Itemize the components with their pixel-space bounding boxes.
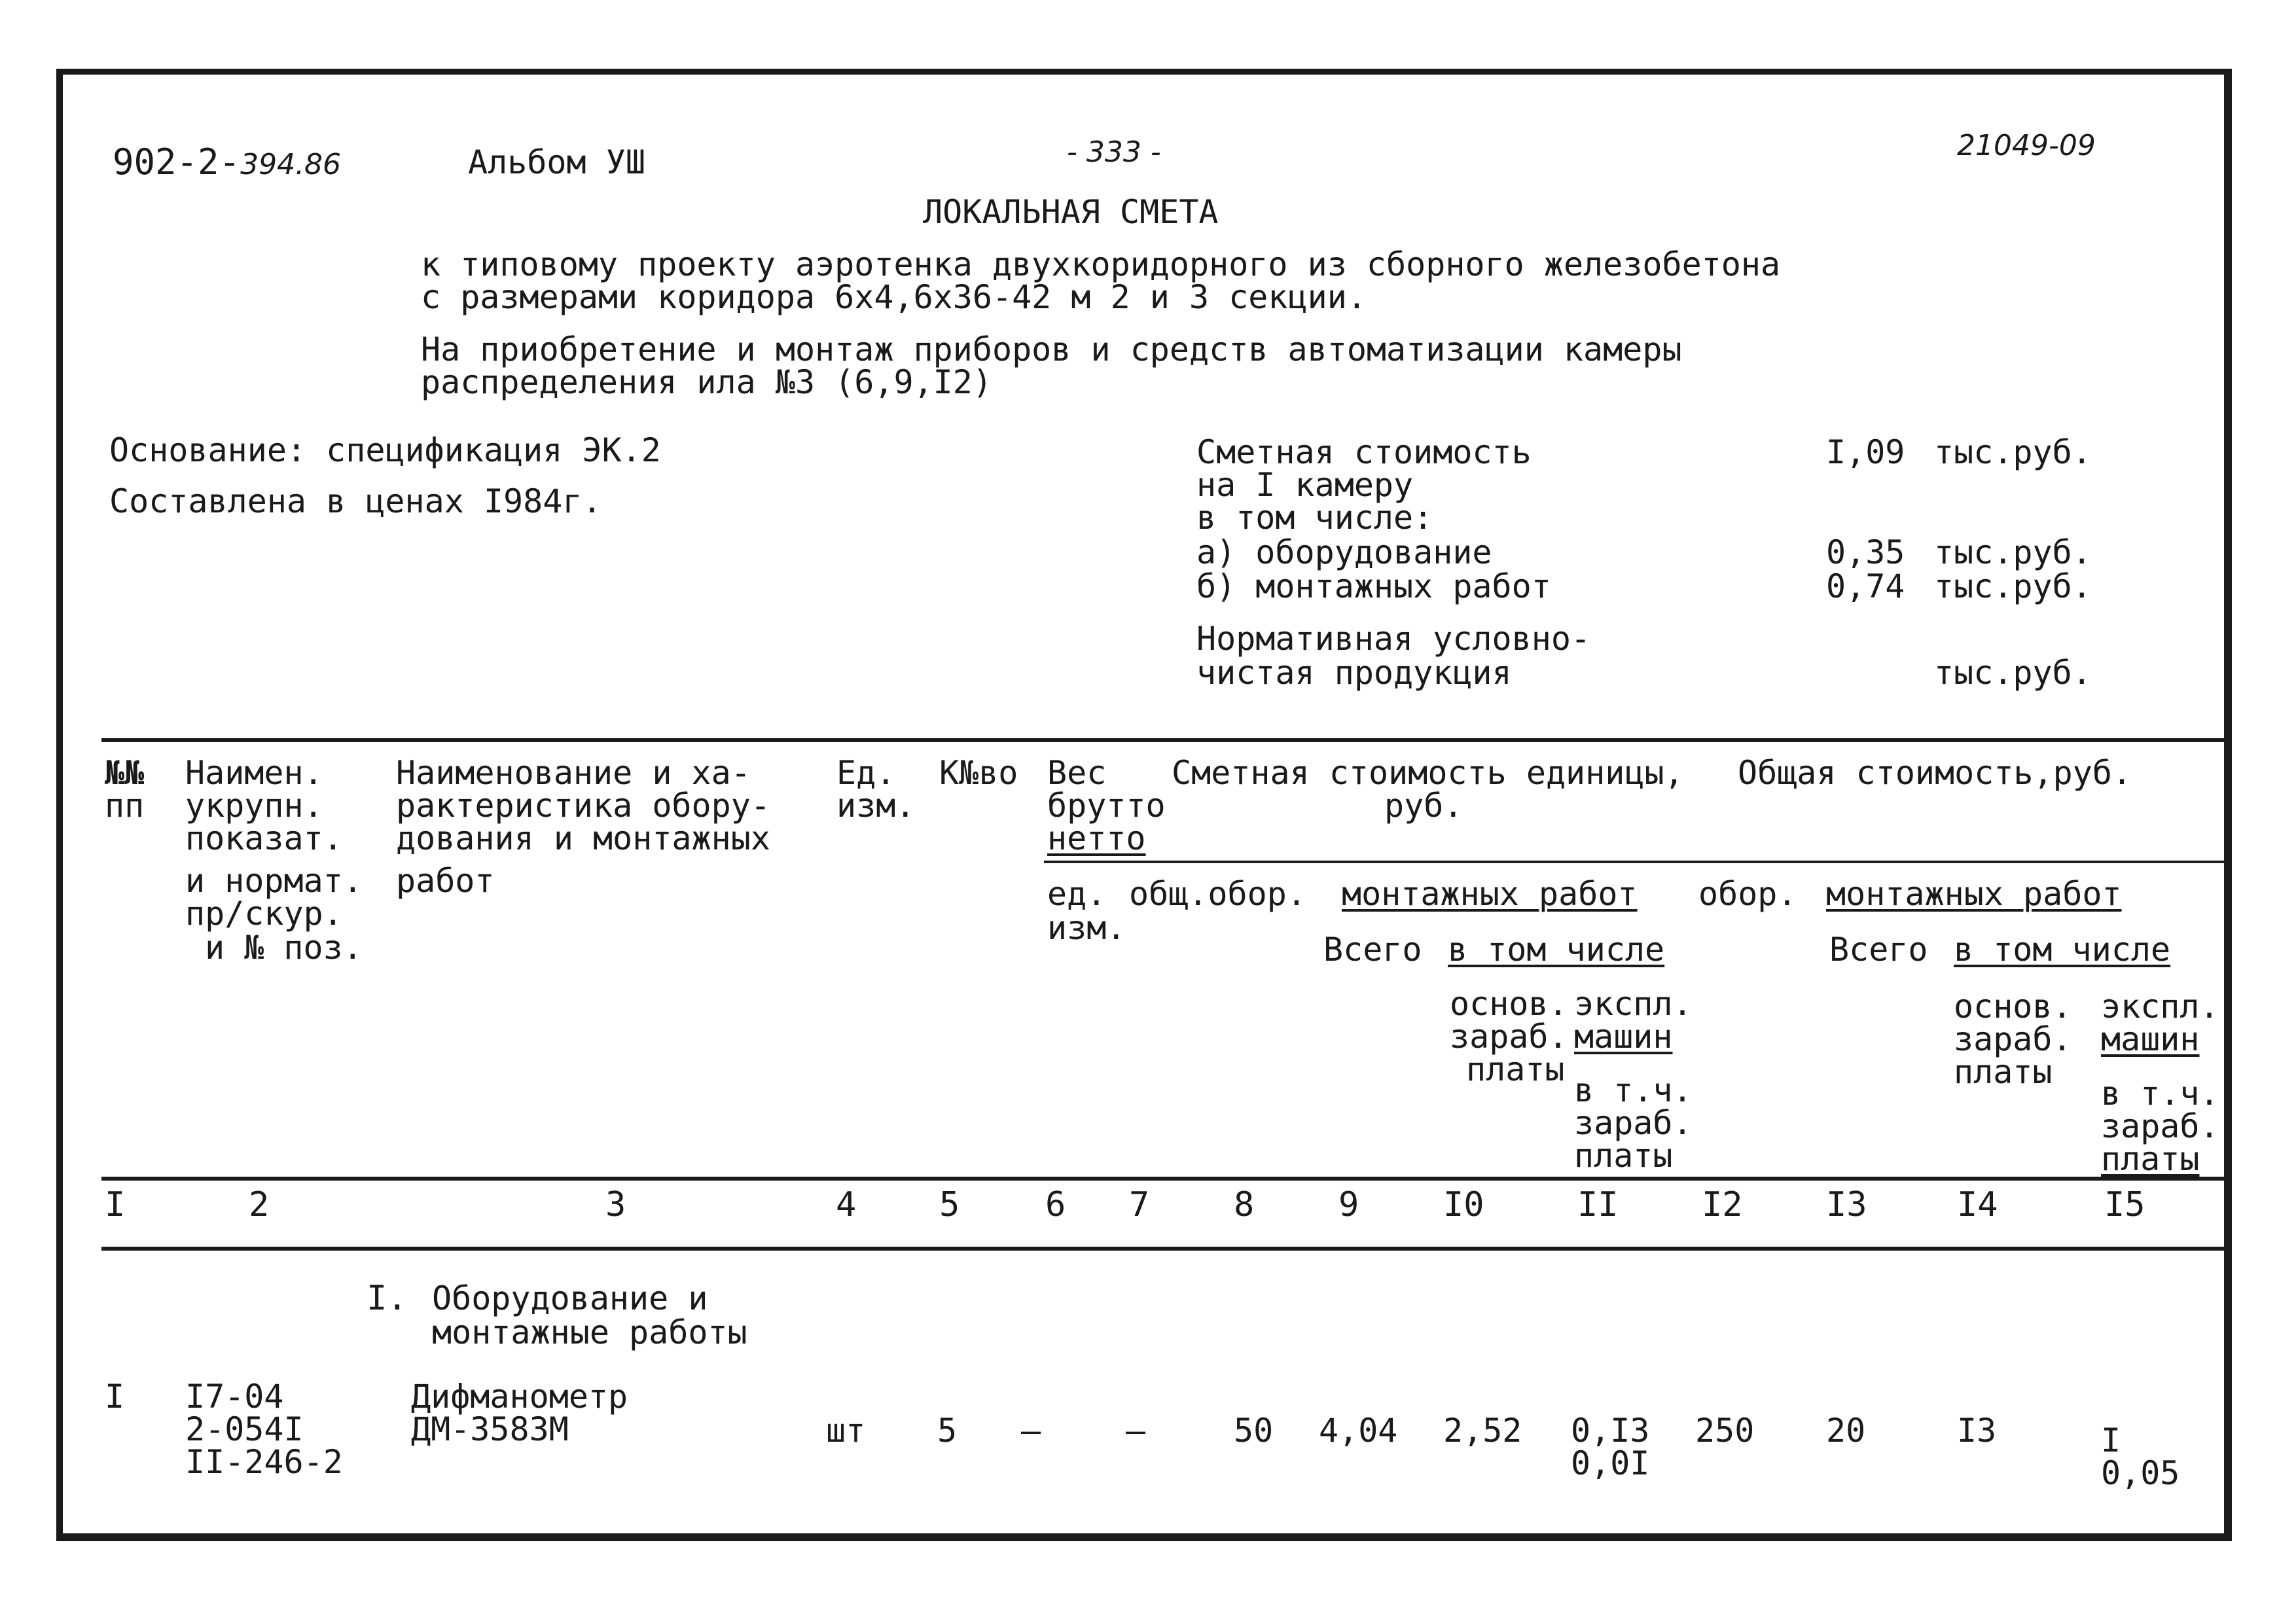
row-col13: 20 [1826,1412,1866,1450]
basis-line-1: Основание: спецификация ЭК.2 [109,431,661,469]
header-mashin: машин [1574,1018,1673,1056]
header-ed-izm-2: изм. [1047,909,1126,947]
header-bottom-rule [101,1177,2225,1181]
estimated-cost-unit: тыс.руб. [1934,433,2092,471]
equipment-label: а) оборудование [1196,533,1492,571]
installation-unit: тыс.руб. [1934,567,2092,605]
row-number: I [105,1378,125,1416]
header-col3-line1: Наименование и ха- [396,754,751,792]
header-col6-line2: брутто [1047,787,1166,825]
header-col2-line6: и № поз. [205,929,363,967]
row-col11-line1: 0,I3 [1571,1412,1650,1450]
header-vsego-2: Всего [1829,931,1928,969]
header-col4-line2: изм. [836,787,916,825]
header-col3-line4: работ [396,862,495,900]
header-group-rule [1044,861,2225,863]
section-number: I. [367,1279,408,1318]
normative-label-1: Нормативная условно- [1196,620,1591,658]
row-col12: 250 [1695,1412,1755,1450]
header-vsego: Всего [1323,931,1422,969]
estimated-cost-value: I,09 [1826,433,1905,471]
row-netto: – [1126,1412,1146,1450]
header-col6-line1: Вес [1047,754,1107,792]
row-code-line3: II-246-2 [185,1443,343,1481]
header-col2-line5: пр/скур. [185,895,343,933]
row-name-line1: Дифманометр [411,1378,628,1416]
header-v-tom-chisle-2: в том числе [1954,931,2171,969]
row-unit: шт [826,1412,866,1450]
row-code-line1: I7-04 [185,1378,284,1416]
row-col11-line2: 0,0I [1571,1444,1650,1482]
column-numbers-rule [101,1247,2225,1251]
header-vtch-1: в т.ч. [1574,1071,1693,1109]
installation-label: б) монтажных работ [1196,567,1551,605]
header-osnov-2-3: платы [1954,1053,2053,1091]
section-title-line2: монтажные работы [432,1313,747,1351]
header-col4-line1: Ед. [836,754,896,792]
page-number: - 333 - [1067,135,1161,169]
column-number-9: 9 [1338,1185,1359,1224]
header-ekspl: экспл. [1574,985,1693,1023]
header-osnov-2: зараб. [1450,1018,1568,1056]
row-col9: 4,04 [1319,1412,1398,1450]
row-col15-line1: I [2101,1421,2121,1459]
estimated-cost-label-2: на I камеру [1196,466,1414,504]
normative-label-2: чистая продукция [1196,654,1512,692]
column-number-15: I5 [2104,1185,2145,1224]
header-mashin-2: машин [2101,1020,2200,1058]
equipment-value: 0,35 [1826,533,1905,571]
including-label: в том числе: [1196,499,1433,537]
album-label: Альбом УШ [468,143,645,181]
column-number-2: 2 [249,1185,270,1224]
basis-line-2: Составлена в ценах I984г. [109,482,602,520]
header-col2-line1: Наимен. [185,754,323,792]
row-qty: 5 [937,1412,958,1450]
equipment-unit: тыс.руб. [1934,533,2092,571]
header-osnov-1: основ. [1450,985,1568,1023]
section-title-line1: Оборудование и [432,1279,708,1317]
header-col5: К№во [939,754,1018,792]
header-col1-line1: №№ [105,754,145,792]
column-number-1: I [105,1185,126,1224]
column-number-13: I3 [1826,1185,1867,1224]
subtitle-line-3: На приобретение и монтаж приборов и средств автоматизации камеры [421,330,1682,368]
subtitle-line-4: распределения ила №3 (6,9,I2) [421,363,992,401]
column-number-8: 8 [1234,1185,1255,1224]
header-col1-line2: пп [105,787,145,825]
normative-unit: тыс.руб. [1934,654,2092,692]
header-col2-line2: укрупн. [185,787,323,825]
page-title: ЛОКАЛЬНАЯ СМЕТА [923,193,1219,231]
header-col2-line3: показат. [185,819,343,857]
header-total-cost-group: Общая стоимость,руб. [1738,754,2132,792]
header-osnov-2-2: зараб. [1954,1020,2072,1058]
row-col15-line2: 0,05 [2101,1454,2180,1492]
column-number-6: 6 [1045,1185,1066,1224]
row-brutto: – [1021,1412,1041,1450]
column-number-14: I4 [1957,1185,1998,1224]
subtitle-line-1: к типовому проекту аэротенка двухкоридорного из сборного железобетона [421,245,1781,283]
row-col10: 2,52 [1443,1412,1522,1450]
header-col6-line3: нетто [1047,819,1146,857]
header-col2-line4: и нормат. [185,862,363,900]
header-v-tom-chisle: в том числе [1448,931,1665,969]
header-vtch-3: платы [1574,1137,1673,1175]
header-obsh-obor: общ.обор. [1129,875,1306,913]
header-obor: обор. [1698,875,1797,913]
row-col8: 50 [1234,1412,1274,1450]
header-montazh-works-2: монтажных работ [1826,875,2122,913]
row-col14: I3 [1957,1412,1997,1450]
column-number-7: 7 [1129,1185,1150,1224]
column-number-10: I0 [1443,1185,1484,1224]
header-vtch-2-3: платы [2101,1140,2200,1178]
header-osnov-3: платы [1466,1050,1565,1088]
header-montazh-works: монтажных работ [1342,875,1638,913]
column-number-12: I2 [1702,1185,1743,1224]
header-vtch-2: зараб. [1574,1104,1693,1142]
doc-number: 902-2-394.86 [113,141,342,183]
header-col3-line3: дования и монтажных [396,819,770,857]
table-top-rule [101,738,2225,742]
installation-value: 0,74 [1826,567,1905,605]
column-number-3: 3 [605,1185,626,1224]
header-col3-line2: рактеристика обору- [396,787,770,825]
column-number-5: 5 [939,1185,960,1224]
header-vtch-2-2: зараб. [2101,1107,2219,1145]
subtitle-line-2: с размерами коридора 6х4,6х36-42 м 2 и 3 секции. [421,278,1367,316]
row-code-line2: 2-054I [185,1410,304,1448]
header-ed-izm-1: ед. [1047,875,1107,913]
header-unit-cost-group: Сметная стоимость единицы, [1172,754,1684,792]
header-unit-cost-group-2: руб. [1384,787,1463,825]
row-name-line2: ДМ-3583М [411,1410,569,1448]
estimated-cost-label-1: Сметная стоимость [1196,433,1532,471]
header-vtch-2-1: в т.ч. [2101,1075,2219,1113]
column-number-11: II [1577,1185,1619,1224]
header-ekspl-2: экспл. [2101,988,2219,1026]
archive-number: 21049-09 [1957,129,2096,162]
column-number-4: 4 [836,1185,857,1224]
header-osnov-2-1: основ. [1954,988,2072,1026]
